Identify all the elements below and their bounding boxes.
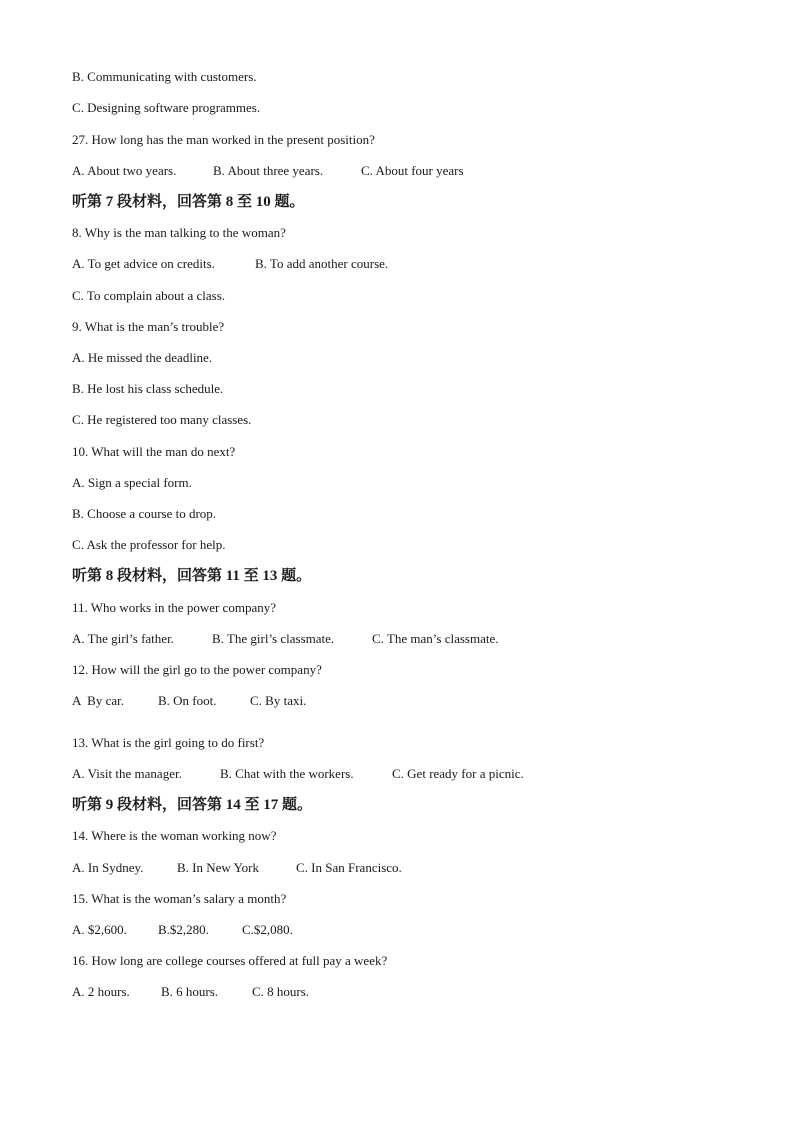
question-line: 8. Why is the man talking to the woman?	[72, 225, 286, 240]
question-line: C. He registered too many classes.	[72, 412, 252, 427]
section-heading: 听第 9 段材料，回答第 14 至 17 题。	[72, 797, 313, 813]
answer-option: B. On foot.	[158, 693, 217, 708]
answer-option: C. In San Francisco.	[296, 860, 402, 875]
question-line: 14. Where is the woman working now?	[72, 828, 277, 843]
question-line: A. He missed the deadline.	[72, 350, 213, 365]
answer-option: C.$2,080.	[242, 922, 293, 937]
answer-option: A By car.	[72, 693, 124, 708]
answer-option: A. In Sydney.	[72, 860, 144, 875]
answer-option: B. 6 hours.	[161, 984, 219, 999]
question-line: C. Designing software programmes.	[72, 100, 261, 115]
answer-option: B. About three years.	[213, 163, 324, 178]
answer-option: A. To get advice on credits.	[72, 256, 215, 271]
question-line: C. To complain about a class.	[72, 288, 226, 303]
section-heading: 听第 8 段材料，回答第 11 至 13 题。	[72, 568, 312, 584]
answer-option: A. About two years.	[72, 163, 177, 178]
answer-option: C. By taxi.	[250, 693, 307, 708]
question-line: 27. How long has the man worked in the present position?	[72, 132, 375, 147]
answer-option: A. The girl’s father.	[72, 631, 174, 646]
question-line: B. Choose a course to drop.	[72, 506, 217, 521]
question-line: A. Sign a special form.	[72, 475, 192, 490]
question-line: 11. Who works in the power company?	[72, 600, 276, 615]
answer-option: B. Chat with the workers.	[220, 766, 354, 781]
answer-option: C. Get ready for a picnic.	[392, 766, 524, 781]
answer-option: B. To add another course.	[255, 256, 389, 271]
answer-option: A. Visit the manager.	[72, 766, 182, 781]
answer-option: A. $2,600.	[72, 922, 127, 937]
question-line: C. Ask the professor for help.	[72, 537, 226, 552]
question-line: 9. What is the man’s trouble?	[72, 319, 225, 334]
question-line: 10. What will the man do next?	[72, 444, 236, 459]
question-line: B. He lost his class schedule.	[72, 381, 224, 396]
answer-option: C. About four years	[361, 163, 464, 178]
answer-option: A. 2 hours.	[72, 984, 130, 999]
question-line: 16. How long are college courses offered at full pay a week?	[72, 953, 388, 968]
question-line: 12. How will the girl go to the power company?	[72, 662, 322, 677]
question-line: 15. What is the woman’s salary a month?	[72, 891, 287, 906]
question-line: B. Communicating with customers.	[72, 69, 257, 84]
answer-option: C. The man’s classmate.	[372, 631, 499, 646]
question-line: 13. What is the girl going to do first?	[72, 735, 265, 750]
section-heading: 听第 7 段材料，回答第 8 至 10 题。	[72, 194, 305, 210]
answer-option: B. The girl’s classmate.	[212, 631, 335, 646]
answer-option: B.$2,280.	[158, 922, 209, 937]
answer-option: B. In New York	[177, 860, 259, 875]
answer-option: C. 8 hours.	[252, 984, 310, 999]
